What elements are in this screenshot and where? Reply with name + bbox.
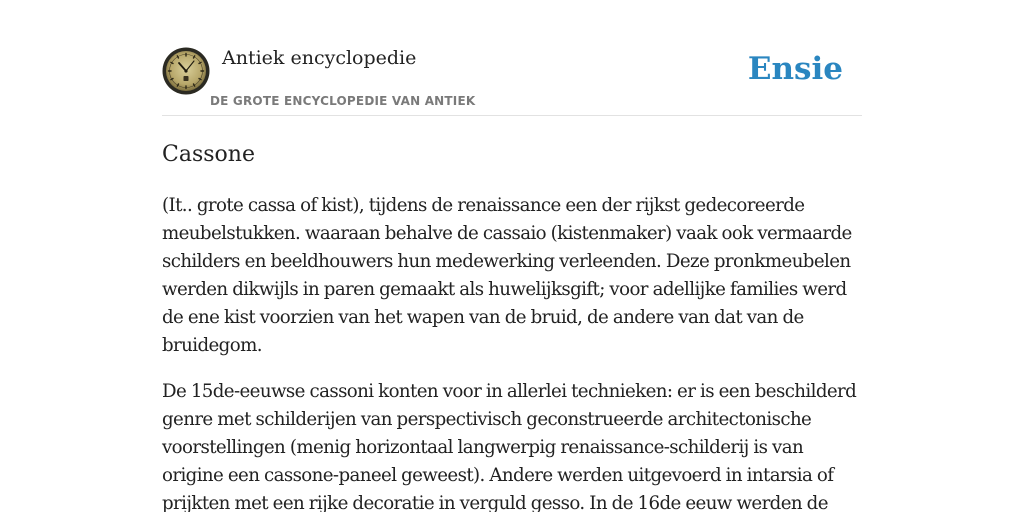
article-paragraph: (It.. grote cassa of kist), tijdens de renaissance een der rijkst gedecoreerde meubelstukken. waaraan behalve de cassaio (kistenmaker) vaak ook vermaarde schilders en beeldhouwers hun medewerking verleenden. Deze pronkmeubelen werden dikwijls in paren gemaakt als huwelijksgift; voor adellijke families werd de ene kist voorzien van het wapen van de bruid, de andere van dat van de bruidegom. (162, 195, 852, 356)
site-title[interactable]: Antiek encyclopedie (222, 47, 417, 69)
antique-clock-icon[interactable] (162, 47, 210, 95)
article-title: Cassone (162, 142, 255, 167)
article (162, 138, 862, 512)
brand-logo-link[interactable]: Ensie (747, 51, 843, 87)
site-header (162, 0, 862, 116)
site-subtitle: DE GROTE ENCYCLOPEDIE VAN ANTIEK (210, 94, 476, 108)
article-paragraph: De 15de-eeuwse cassoni konten voor in allerlei technieken: er is een beschilderd genre met schilderijen van perspectivisch geconstrueerde architectonische voorstellingen (menig horizontaal langwerpig renaissance-schilderij is van origine een cassone-paneel geweest). Andere werden uitgevoerd in intarsia of prijkten met een rijke decoratie in verguld gesso. In de 16de eeuw werden de (162, 381, 857, 512)
